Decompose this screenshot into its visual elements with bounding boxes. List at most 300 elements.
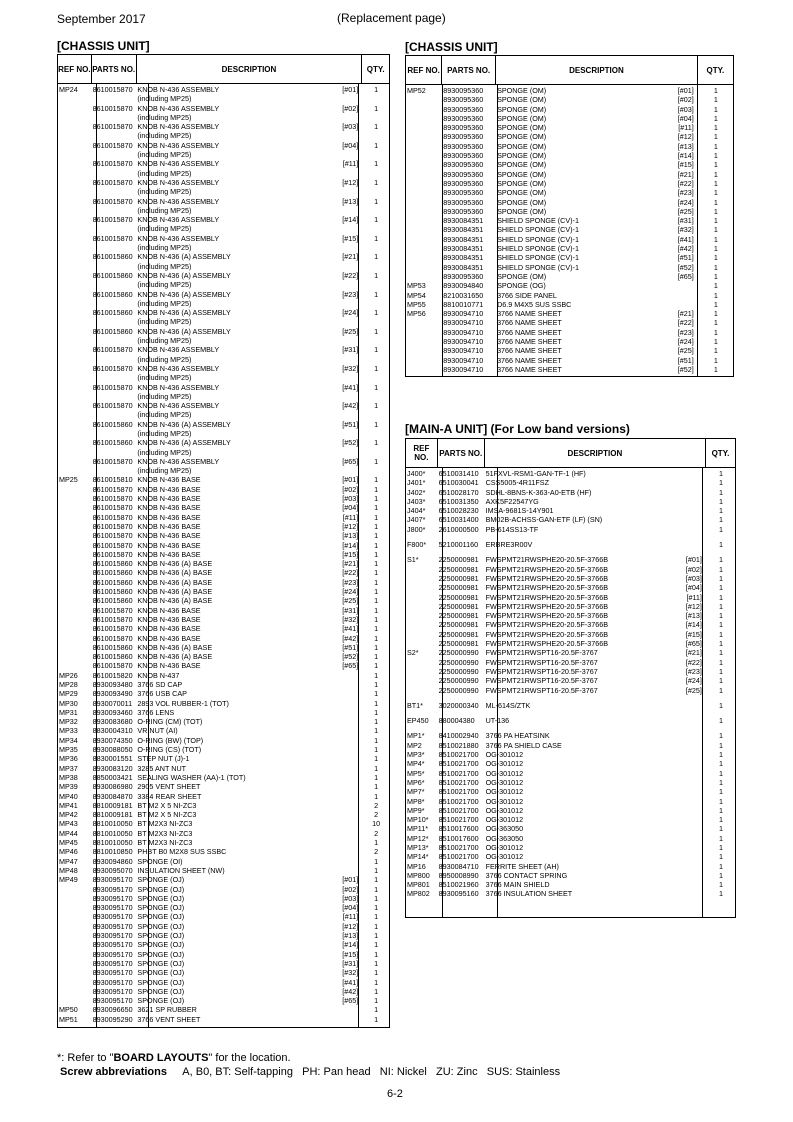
cell-parts-no: 8610015870 <box>92 159 133 169</box>
cell-parts-no: 2250000981 <box>438 583 479 593</box>
cell-parts-no: 8610015870 <box>92 122 133 132</box>
cell-ref-no <box>58 104 92 113</box>
cell-ref-no: MP41 <box>59 800 78 810</box>
cell-version <box>295 317 363 326</box>
cell-ref-no: J800* <box>407 524 426 534</box>
cell-parts-no <box>92 299 137 308</box>
cell-parts-no: 2250000981 <box>438 555 479 565</box>
cell-version: [#65] <box>685 639 702 649</box>
table-row <box>58 568 389 577</box>
table-row <box>58 373 389 382</box>
table-row <box>406 797 735 806</box>
cell-ref-no: MP8* <box>407 796 425 806</box>
table-row <box>406 824 735 833</box>
cell-description: KNOB N-437 <box>137 670 180 680</box>
cell-version: [#31] <box>342 605 359 615</box>
cell-version <box>649 291 698 300</box>
cell-description: SPONGE (OJ) <box>137 893 185 903</box>
cell-version: [#04] <box>677 113 694 123</box>
table-row <box>58 150 389 159</box>
table-row <box>58 606 389 615</box>
cell-ref-no: MP800 <box>407 870 430 880</box>
cell-version <box>295 94 363 103</box>
table-row <box>58 503 389 512</box>
cell-parts-no: 8210031650 <box>443 290 484 300</box>
cell-description: (including MP25) <box>137 243 192 253</box>
cell-description: FWSPMT21RWSPHE20-20.5F-3766B <box>485 573 609 583</box>
cell-parts-no: 8930095360 <box>443 178 484 188</box>
cell-description: OG-301012 <box>485 750 524 760</box>
cell-ref-no <box>58 568 92 577</box>
cell-qty: 1 <box>374 680 379 689</box>
cell-ref-no: MP54 <box>407 290 426 300</box>
cell-description: O-RING (CM) (TOT) <box>137 717 203 727</box>
cell-version: [#42] <box>342 633 359 643</box>
cell-version <box>295 726 363 735</box>
table-row <box>406 834 735 843</box>
cell-parts-no: 8930093460 <box>92 707 133 717</box>
cell-ref-no: MP3* <box>407 750 425 760</box>
cell-version <box>295 243 363 252</box>
cell-description: SPONGE (OJ) <box>137 949 185 959</box>
cell-qty: 1 <box>374 289 379 299</box>
table-row <box>58 996 389 1005</box>
cell-version <box>295 708 363 717</box>
cell-description: SPONGE (OM) <box>497 141 547 151</box>
cell-ref-no <box>58 113 92 122</box>
table-row <box>58 661 389 670</box>
table-row <box>58 271 389 280</box>
cell-description: OG-301012 <box>485 852 524 862</box>
cell-parts-no: 8930095170 <box>92 903 133 913</box>
cell-ref-no <box>406 574 438 583</box>
cell-qty: 10 <box>372 819 381 829</box>
cell-qty: 1 <box>374 549 379 559</box>
cell-qty: 1 <box>718 583 723 593</box>
table-row <box>58 262 389 271</box>
cell-version <box>663 506 706 515</box>
cell-description: KNOB N-436 (A) ASSEMBLY <box>137 252 231 262</box>
cell-qty: 1 <box>374 85 379 94</box>
cell-description: KNOB N-436 BASE <box>137 503 201 513</box>
cell-qty: 1 <box>374 958 379 968</box>
cell-qty: 1 <box>374 177 379 187</box>
cell-qty: 1 <box>374 326 379 336</box>
cell-qty: 1 <box>713 160 718 170</box>
cell-parts-no: 8930095360 <box>443 132 484 142</box>
table-row <box>58 857 389 866</box>
cell-version <box>295 857 363 866</box>
table-row <box>406 337 733 346</box>
cell-description: SPONGE (OJ) <box>137 968 185 978</box>
cell-description: KNOB N-436 (A) BASE <box>137 559 213 569</box>
cell-parts-no: 6510031400 <box>438 515 479 525</box>
cell-version <box>295 169 363 178</box>
cell-qty: 1 <box>374 614 379 624</box>
cell-parts-no: 8510021700 <box>438 796 479 806</box>
cell-ref-no <box>406 272 442 281</box>
cell-ref-no <box>58 978 92 987</box>
cell-version: [#01] <box>342 475 359 485</box>
cell-description: KNOB N-436 BASE <box>137 540 201 550</box>
table-row <box>406 263 733 272</box>
cell-description: 3766 SIDE PANEL <box>497 290 557 300</box>
table-row <box>58 708 389 717</box>
cell-qty: 1 <box>374 893 379 903</box>
cell-description: SHIELD SPONGE (CV)-1 <box>497 216 579 226</box>
cell-parts-no: 8610015870 <box>92 363 133 373</box>
cell-parts-no <box>92 373 137 382</box>
cell-description: 3766 PA SHIELD CASE <box>485 740 562 750</box>
cell-ref-no: MP28 <box>59 680 78 689</box>
cell-qty: 1 <box>718 805 723 815</box>
cell-version: [#14] <box>342 215 359 225</box>
cell-ref-no: MP35 <box>59 745 78 755</box>
cell-version: [#42] <box>342 401 359 411</box>
cell-description: 3621 SP RUBBER <box>137 1005 197 1015</box>
cell-description: PHBT B0 M2X8 SUS SSBC <box>137 847 227 857</box>
cell-qty: 2 <box>374 810 379 820</box>
cell-version <box>663 488 706 497</box>
cell-ref-no <box>58 550 92 559</box>
table-row <box>406 701 735 710</box>
cell-ref-no: MP5* <box>407 768 425 778</box>
table-row <box>58 243 389 252</box>
cell-parts-no: 8510021700 <box>438 787 479 797</box>
cell-qty: 1 <box>718 889 723 899</box>
cell-version <box>295 410 363 419</box>
cell-qty: 1 <box>718 880 723 890</box>
cell-description: FWSPMT21RWSPT16-20.5F-3767 <box>485 657 598 667</box>
cell-version <box>663 806 706 815</box>
table-row <box>58 513 389 522</box>
cell-parts-no: 8510021700 <box>438 852 479 862</box>
cell-qty: 1 <box>713 346 718 356</box>
cell-ref-no: J404* <box>407 506 426 516</box>
table-row <box>406 346 733 355</box>
cell-version <box>295 187 363 196</box>
cell-parts-no: 8930095360 <box>443 197 484 207</box>
cell-parts-no: 8930083120 <box>92 763 133 773</box>
cell-qty: 1 <box>713 253 718 263</box>
cell-description: KNOB N-436 ASSEMBLY <box>137 122 220 132</box>
cell-description: FWSPMT21RWSPHE20-20.5F-3766B <box>485 555 609 565</box>
cell-version: [#24] <box>342 587 359 597</box>
cell-description: INSULATION SHEET (NW) <box>137 865 225 875</box>
cell-qty <box>362 299 389 308</box>
cell-description: 3766 NAME SHEET <box>497 309 562 319</box>
cell-parts-no: 8930084351 <box>443 234 484 244</box>
cell-version: [#23] <box>677 188 694 198</box>
cell-parts-no: 8610015860 <box>92 326 133 336</box>
cell-parts-no <box>92 336 137 345</box>
cell-parts-no <box>92 392 137 401</box>
table-row <box>58 810 389 819</box>
cell-version: [#23] <box>342 577 359 587</box>
cell-ref-no <box>58 364 92 373</box>
cell-ref-no <box>58 438 92 447</box>
table-row <box>406 318 733 327</box>
cell-version <box>663 469 706 478</box>
cell-parts-no: 8930095360 <box>443 271 484 281</box>
cell-ref-no <box>406 639 438 648</box>
cell-qty: 1 <box>713 290 718 300</box>
cell-description: SDHL-8BNS-K-363-A0-ETB (HF) <box>485 487 592 497</box>
table-row <box>58 104 389 113</box>
table-row <box>58 643 389 652</box>
cell-qty <box>362 336 389 345</box>
cell-version <box>663 515 706 524</box>
cell-description: SPONGE (OM) <box>497 271 547 281</box>
cell-qty <box>362 262 389 271</box>
cell-ref-no: MP42 <box>59 810 78 820</box>
cell-version: [#02] <box>685 564 702 574</box>
cell-version: [#31] <box>342 958 359 968</box>
cell-version: [#24] <box>342 308 359 318</box>
cell-version: [#03] <box>685 573 702 583</box>
cell-qty: 1 <box>718 731 723 741</box>
cell-ref-no: J401* <box>407 478 426 488</box>
main-a-unit-table <box>405 438 736 918</box>
cell-parts-no: 6510030041 <box>438 478 479 488</box>
cell-ref-no <box>58 234 92 243</box>
cell-description: (including MP25) <box>137 317 192 327</box>
cell-description: SPONGE (OM) <box>497 104 547 114</box>
table-row <box>406 272 733 281</box>
table-row <box>58 401 389 410</box>
cell-version: [#13] <box>685 611 702 621</box>
cell-description: OG-301012 <box>485 759 524 769</box>
cell-version <box>295 754 363 763</box>
table-row <box>58 792 389 801</box>
cell-parts-no: 8610015870 <box>92 633 133 643</box>
cell-parts-no: 6510028230 <box>438 506 479 516</box>
cell-description: 2905 VENT SHEET <box>137 782 201 792</box>
cell-version <box>295 801 363 810</box>
cell-ref-no: MP13* <box>407 842 429 852</box>
cell-version <box>295 699 363 708</box>
table-row <box>406 497 735 506</box>
cell-parts-no: 8610015870 <box>92 484 133 494</box>
cell-qty: 1 <box>374 308 379 318</box>
cell-version: [#12] <box>677 132 694 142</box>
cell-parts-no: 8610015820 <box>92 670 133 680</box>
cell-description: 3285 ANT NUT <box>137 763 187 773</box>
cell-ref-no <box>58 931 92 940</box>
cell-parts-no: 2250000981 <box>438 564 479 574</box>
cell-ref-no <box>58 885 92 894</box>
cell-description: KNOB N-436 BASE <box>137 521 201 531</box>
table-row <box>406 862 735 871</box>
cell-ref-no: MP52 <box>407 86 426 95</box>
cell-qty: 2 <box>374 828 379 838</box>
cell-qty <box>362 355 389 364</box>
cell-version: [#51] <box>342 642 359 652</box>
cell-qty: 1 <box>718 487 723 497</box>
cell-version: [#11] <box>686 592 702 602</box>
cell-version: [#03] <box>342 494 359 504</box>
cell-description: KNOB N-436 BASE <box>137 614 201 624</box>
cell-version: [#15] <box>342 949 359 959</box>
cell-ref-no <box>406 170 442 179</box>
cell-description: KNOB N-436 BASE <box>137 549 201 559</box>
cell-qty: 1 <box>718 740 723 750</box>
cell-ref-no <box>58 457 92 466</box>
cell-ref-no: MP44 <box>59 828 78 838</box>
cell-parts-no: 2610000500 <box>438 524 479 534</box>
cell-description: FWSPMT21RWSPHE20-20.5F-3766B <box>485 629 609 639</box>
cell-version <box>295 736 363 745</box>
table-row <box>58 85 389 94</box>
cell-version <box>295 355 363 364</box>
cell-ref-no: MP33 <box>59 726 78 736</box>
cell-description: FWSPMT21RWSPHE20-20.5F-3766B <box>485 601 609 611</box>
cell-qty: 1 <box>713 327 718 337</box>
table-row <box>406 630 735 639</box>
cell-qty: 1 <box>374 754 379 764</box>
cell-ref-no <box>58 587 92 596</box>
cell-qty: 1 <box>718 601 723 611</box>
table-row <box>406 741 735 750</box>
cell-version <box>663 525 706 534</box>
table-row <box>406 731 735 740</box>
cell-parts-no: 2250000981 <box>438 629 479 639</box>
table-body <box>406 85 733 374</box>
table-body <box>58 84 389 1024</box>
cell-parts-no: 8810010050 <box>92 828 133 838</box>
cell-version: [#02] <box>342 884 359 894</box>
cell-parts-no: 8930095170 <box>92 940 133 950</box>
table-row <box>58 234 389 243</box>
table-row <box>58 327 389 336</box>
cell-ref-no: MP48 <box>59 865 78 875</box>
table-header <box>58 55 389 84</box>
cell-qty: 1 <box>374 577 379 587</box>
table-row <box>58 782 389 791</box>
cell-description: 3766 NAME SHEET <box>497 318 562 328</box>
table-row <box>58 457 389 466</box>
cell-ref-no <box>406 151 442 160</box>
cell-qty: 1 <box>713 225 718 235</box>
cell-version: [#03] <box>342 893 359 903</box>
cell-ref-no <box>58 448 92 457</box>
cell-description: D6.9 M4X5 SUS SSBC <box>497 299 572 309</box>
cell-ref-no: EP450 <box>407 716 429 726</box>
cell-version <box>295 262 363 271</box>
cell-parts-no: 8510021700 <box>438 805 479 815</box>
table-row <box>406 114 733 123</box>
cell-qty: 1 <box>374 270 379 280</box>
cell-version: [#25] <box>342 596 359 606</box>
cell-description: KNOB N-436 ASSEMBLY <box>137 401 220 411</box>
cell-qty: 2 <box>374 847 379 857</box>
cell-version: [#51] <box>342 419 359 429</box>
cell-parts-no <box>92 224 137 233</box>
cell-description: KNOB N-436 BASE <box>137 633 201 643</box>
table-row <box>58 922 389 931</box>
cell-ref-no <box>406 620 438 629</box>
cell-version: [#02] <box>342 484 359 494</box>
cell-qty: 1 <box>374 605 379 615</box>
cell-parts-no: 880004380 <box>438 716 475 726</box>
cell-description: FWSPMT21RWSPHE20-20.5F-3766B <box>485 583 609 593</box>
cell-description: (including MP25) <box>137 224 192 234</box>
cell-ref-no: MP30 <box>59 698 78 708</box>
cell-ref-no: MP801 <box>407 880 430 890</box>
cell-description: 3766 INSULATION SHEET <box>485 889 573 899</box>
cell-description: (including MP25) <box>137 150 192 160</box>
table-row <box>406 225 733 234</box>
cell-description: (including MP25) <box>137 112 192 122</box>
table-row <box>406 583 735 592</box>
cell-parts-no: 8930084351 <box>443 262 484 272</box>
cell-version <box>649 300 698 309</box>
cell-qty: 1 <box>713 151 718 161</box>
cell-description: AXK5F22547YG <box>485 496 539 506</box>
table-row <box>406 778 735 787</box>
cell-qty: 1 <box>718 815 723 825</box>
cell-version: [#41] <box>342 382 359 392</box>
cell-ref-no <box>58 94 92 103</box>
cell-description: SPONGE (OM) <box>497 169 547 179</box>
cell-description: OG-301012 <box>485 796 524 806</box>
cell-description: SPONGE (OJ) <box>137 912 185 922</box>
cell-qty: 1 <box>374 968 379 978</box>
table-header <box>406 56 733 85</box>
table-row <box>406 469 735 478</box>
cell-parts-no: 2250000981 <box>438 592 479 602</box>
cell-version: [#04] <box>342 140 359 150</box>
cell-qty: 1 <box>718 629 723 639</box>
cell-ref-no: MP7* <box>407 787 425 797</box>
cell-qty: 1 <box>713 104 718 114</box>
col-ref-no: REF NO. <box>406 56 442 84</box>
cell-ref-no: S1* <box>407 555 419 565</box>
cell-version <box>295 717 363 726</box>
cell-description: KNOB N-436 BASE <box>137 475 201 485</box>
cell-ref-no <box>406 105 442 114</box>
cell-qty: 1 <box>374 521 379 531</box>
cell-ref-no: MP34 <box>59 735 78 745</box>
table-row <box>58 475 389 484</box>
cell-description: CSS5005-4R11FSZ <box>485 478 549 488</box>
cell-qty: 1 <box>718 750 723 760</box>
table-row <box>58 280 389 289</box>
cell-version <box>295 336 363 345</box>
cell-description: KNOB N-436 (A) BASE <box>137 652 213 662</box>
cell-ref-no: MP46 <box>59 847 78 857</box>
col-qty: QTY. <box>706 65 725 75</box>
cell-version: [#12] <box>685 601 702 611</box>
cell-parts-no: 8610015870 <box>92 345 133 355</box>
cell-parts-no: 8610015860 <box>92 419 133 429</box>
cell-qty: 1 <box>374 884 379 894</box>
cell-version: [#14] <box>685 620 702 630</box>
table-row <box>406 291 733 300</box>
cell-description: (including MP25) <box>137 447 192 457</box>
cell-description: 3766 LENS <box>137 707 175 717</box>
cell-version <box>295 280 363 289</box>
cell-version <box>295 680 363 689</box>
table-row <box>406 686 735 695</box>
table-row <box>58 634 389 643</box>
table-row <box>58 596 389 605</box>
cell-description: SPONGE (OJ) <box>137 875 185 885</box>
cell-qty: 2 <box>374 800 379 810</box>
cell-ref-no: S2* <box>407 648 419 658</box>
cell-parts-no: 8930094710 <box>443 327 484 337</box>
cell-version <box>663 540 706 549</box>
